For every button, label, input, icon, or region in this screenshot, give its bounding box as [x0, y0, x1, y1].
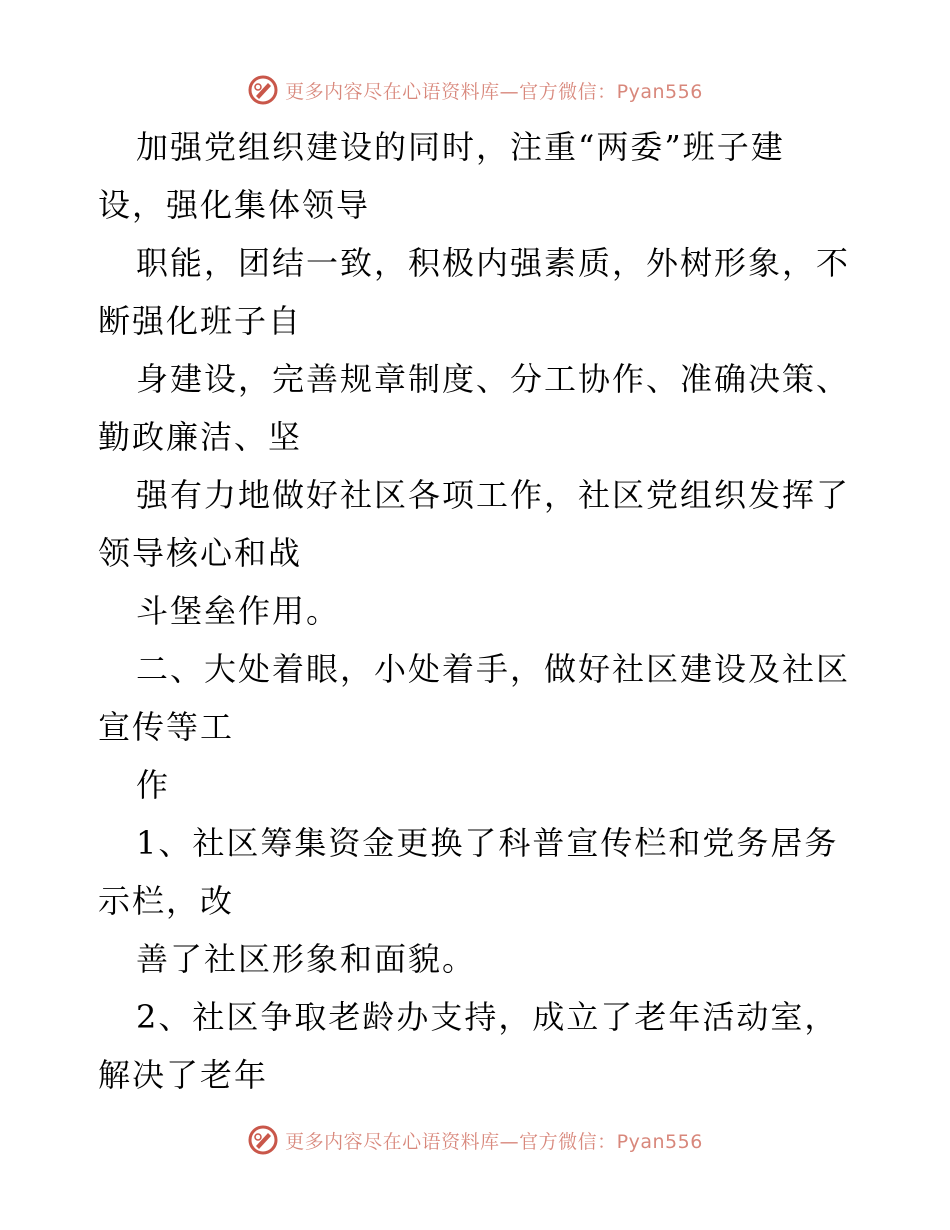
text-line: 善了社区形象和面貌。: [136, 940, 477, 978]
text-line: 解决了老年: [98, 1056, 269, 1094]
text-line: 强有力地做好社区各项工作，社区党组织发挥了: [136, 476, 851, 514]
text-line: 示栏，改: [98, 882, 235, 920]
footer-banner: [0, 1120, 950, 1160]
brand-logo-icon: [247, 74, 279, 106]
header-banner-text: 更多内容尽在心语资料库—官方微信：Pyan556: [285, 80, 703, 103]
text-line: 领导核心和战: [98, 534, 303, 572]
text-line: 职能，团结一致，积极内强素质，外树形象，不: [136, 244, 851, 282]
text-line: 宣传等工: [98, 708, 235, 746]
section-heading: 二、大处着眼，小处着手，做好社区建设及社区: [136, 650, 851, 688]
text-line: 斗堡垒作用。: [136, 592, 341, 630]
text-line: 身建设，完善规章制度、分工协作、准确决策、: [136, 360, 851, 398]
text-line: 勤政廉洁、坚: [98, 418, 303, 456]
text-line: 加强党组织建设的同时，注重“两委”班子建: [136, 128, 785, 166]
header-banner: [0, 70, 950, 110]
text-line: 设，强化集体领导: [98, 186, 371, 224]
list-item-1: 1、社区筹集资金更换了科普宣传栏和党务居务: [136, 824, 839, 862]
document-body: [98, 118, 858, 1104]
text-line: 断强化班子自: [98, 302, 303, 340]
brand-logo-icon: [247, 1124, 279, 1156]
list-item-2: 2、社区争取老龄办支持，成立了老年活动室，: [136, 998, 839, 1036]
text-line: 作: [136, 766, 171, 804]
footer-banner-text: 更多内容尽在心语资料库—官方微信：Pyan556: [285, 1130, 703, 1153]
